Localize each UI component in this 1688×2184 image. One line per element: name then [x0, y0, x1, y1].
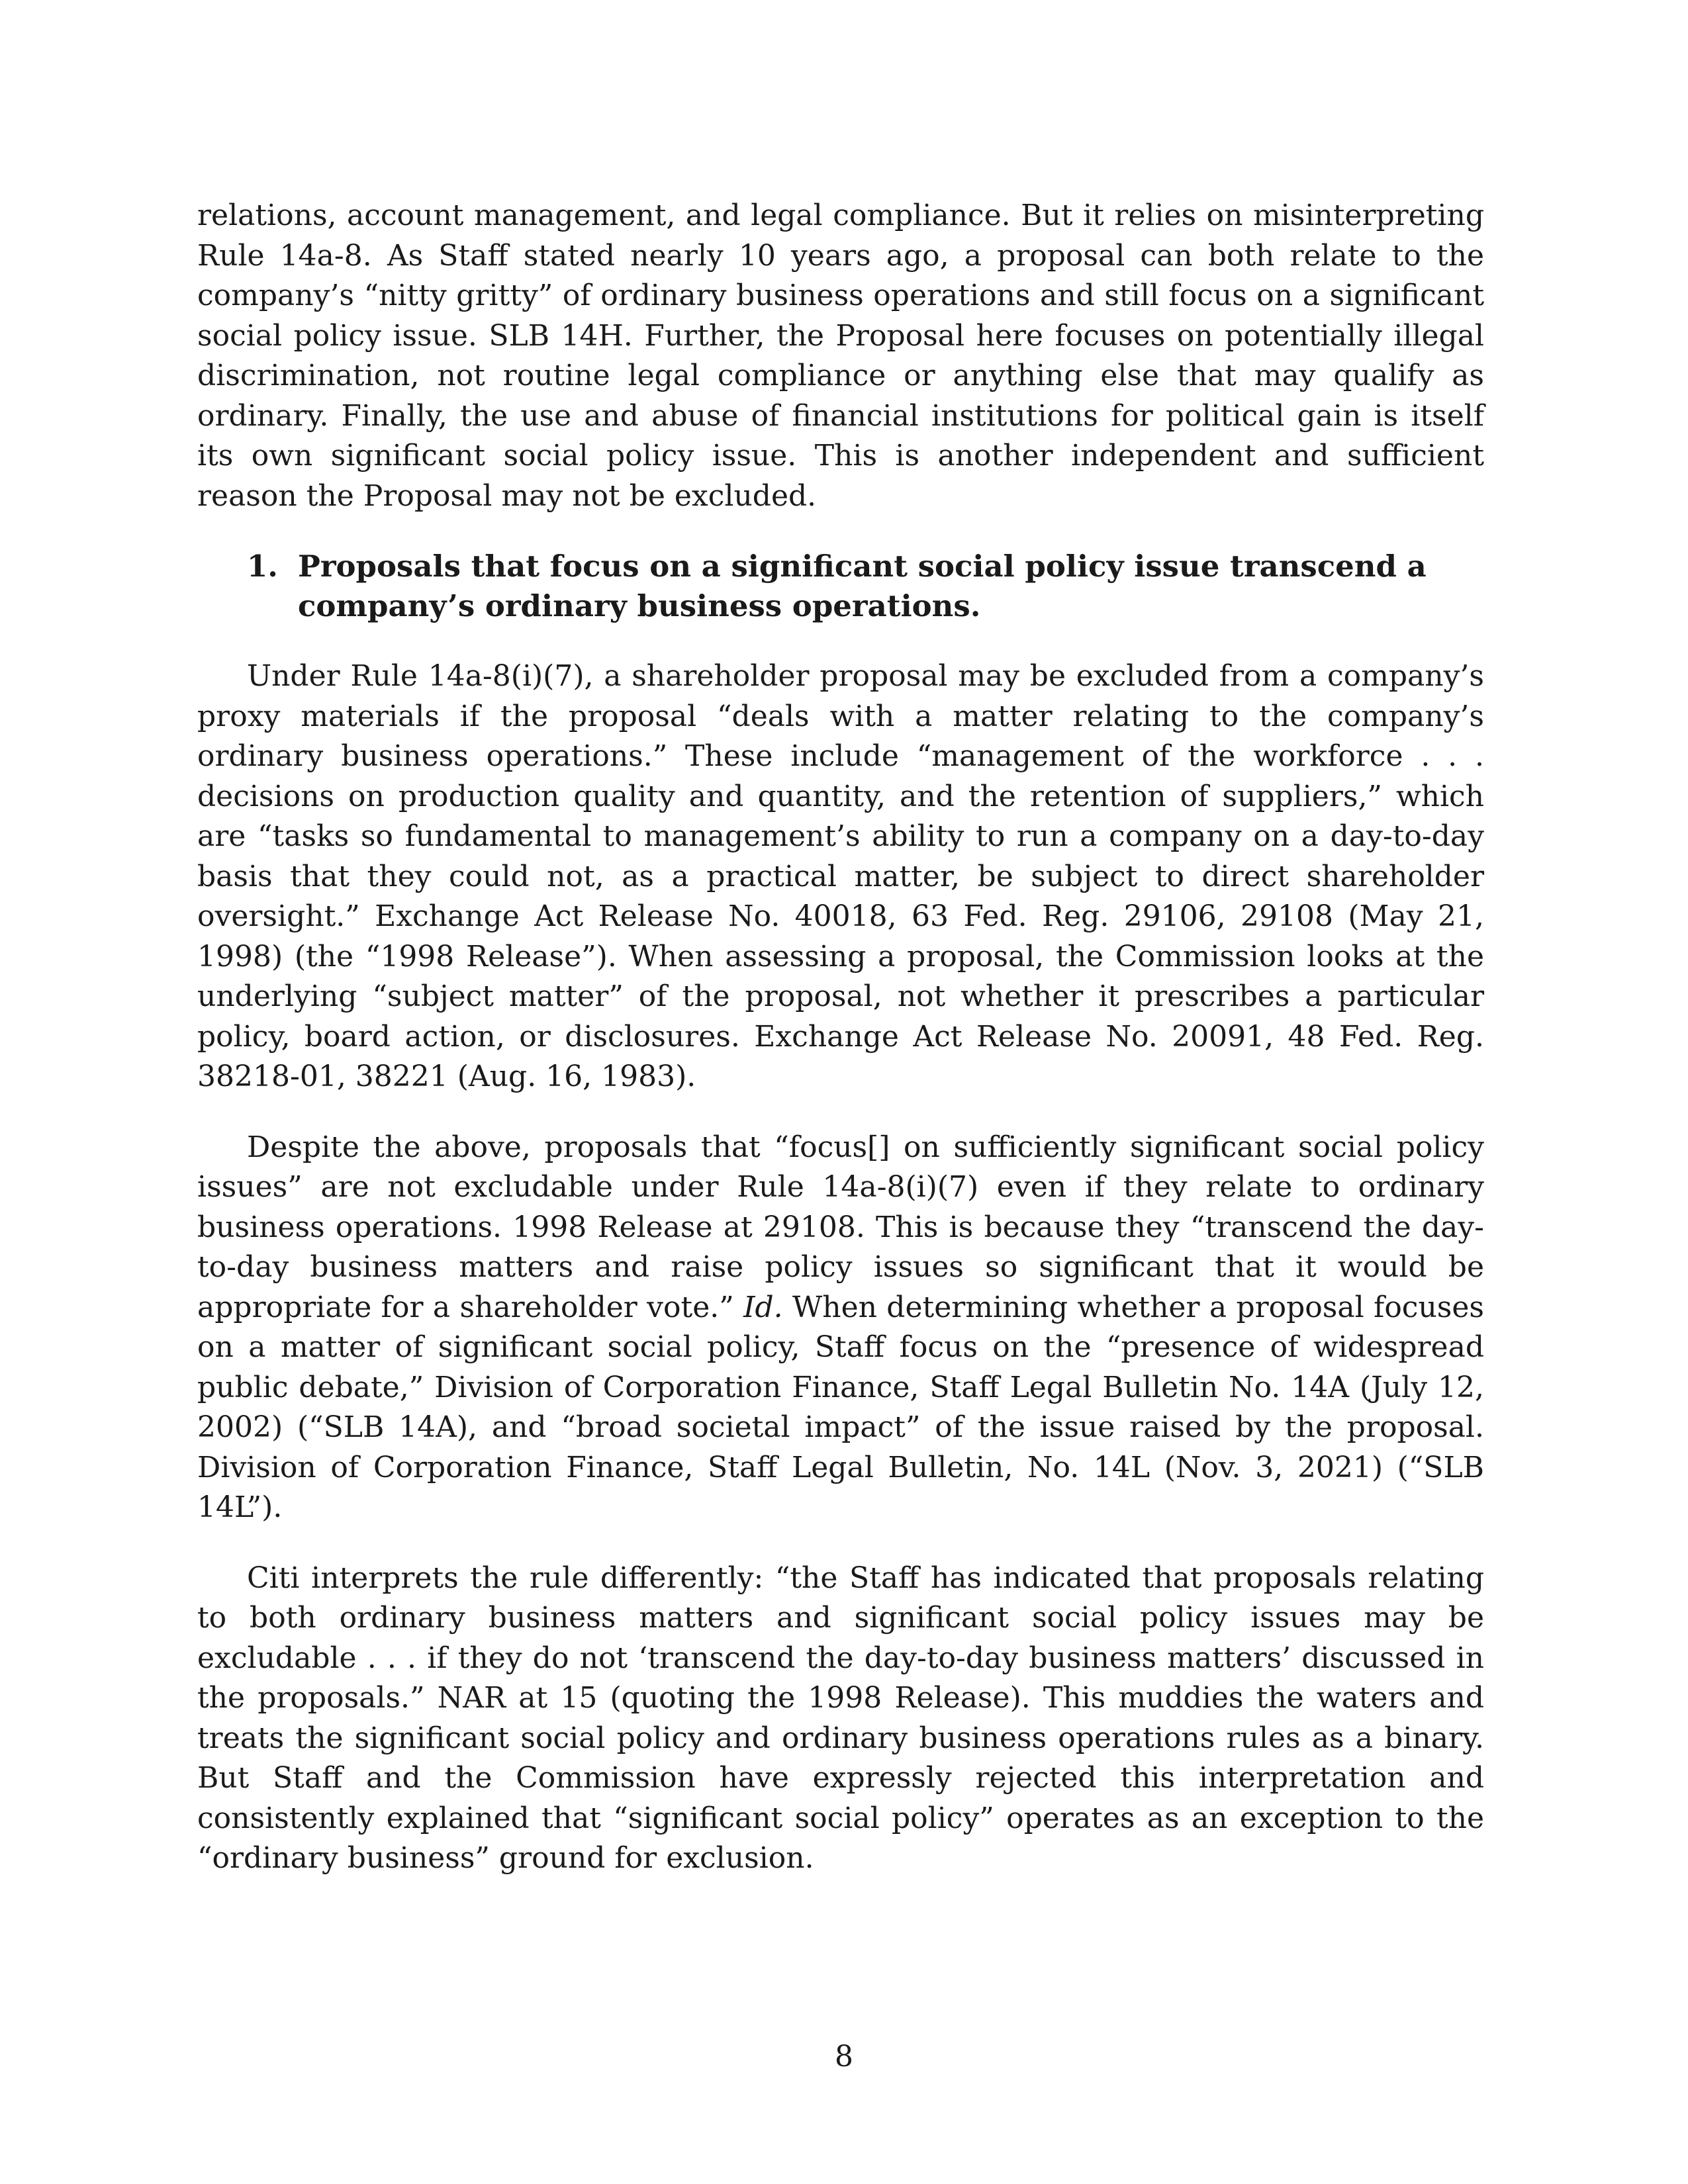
paragraph-significant-social-policy — [197, 1128, 1484, 1528]
section-heading-text: Proposals that focus on a significant social policy issue transcend a company’s ordinary business operations. — [298, 549, 1427, 623]
document-body — [197, 196, 1484, 1879]
paragraph-citi-interpretation: Citi interprets the rule differently: “the Staff has indicated that proposals relating to both ordinary business matters and significant social policy issues may be excludable . . . if they do not ‘transcend the day-to-day business matters’ discussed in the proposals.” NAR at 15 (quoting the 1998 Release). This muddies the waters and treats the significant social policy and ordinary business operations rules as a binary. But Staff and the Commission have expressly rejected this interpretation and consistently explained that “significant social policy” operates as an exception to the “ordinary business” ground for exclusion. — [197, 1561, 1484, 1875]
paragraph-text-part: When determining whether a proposal focuses on a matter of significant social policy, Staff focus on the “presence of widespread public debate,” Division of Corporation Finance, Staff Legal Bulletin No. 14A (July 12, 2002) (“SLB 14A), and “broad societal impact” of the issue raised by the proposal. Division of Corporation Finance, Staff Legal Bulletin, No. 14L (Nov. 3, 2021) (“SLB 14L”). — [197, 1290, 1484, 1524]
paragraph-continued: relations, account management, and legal compliance. But it relies on misinterpreting Rule 14a-8. As Staff stated nearly 10 years ago, a proposal can both relate to the company’s “nitty gritty” of ordinary business operations and still focus on a significant social policy issue. SLB 14H. Further, the Proposal here focuses on potentially illegal discrimination, not routine legal compliance or anything else that may qualify as ordinary. Finally, the use and abuse of financial institutions for political gain is itself its own significant social policy issue. This is another independent and sufficient reason the Proposal may not be excluded. — [197, 199, 1484, 513]
paragraph-text-part: Despite the above, proposals that “focus[] on sufficiently significant social policy issues” are not excludable under Rule 14a-8(i)(7) even if they relate to ordinary business operations. 1998 Release at 29108. This is because they “transcend the day-to-day business matters and raise policy issues so significant that it would be appropriate for a shareholder vote.” — [197, 1130, 1484, 1324]
section-heading-number: 1. — [247, 549, 278, 584]
section-heading — [197, 547, 1484, 626]
page-number: 8 — [835, 2040, 853, 2073]
citation-id: Id. — [743, 1290, 783, 1324]
paragraph-rule-14a-8: Under Rule 14a-8(i)(7), a shareholder proposal may be excluded from a company’s proxy materials if the proposal “deals with a matter relating to the company’s ordinary business operations.” These include “management of the workforce . . . decisions on production quality and quantity, and the retention of suppliers,” which are “tasks so fundamental to management’s ability to run a company on a day-to-day basis that they could not, as a practical matter, be subject to direct shareholder oversight.” Exchange Act Release No. 40018, 63 Fed. Reg. 29106, 29108 (May 21, 1998) (the “1998 Release”). When assessing a proposal, the Commission looks at the underlying “subject matter” of the proposal, not whether it prescribes a particular policy, board action, or disclosures. Exchange Act Release No. 20091, 48 Fed. Reg. 38218-01, 38221 (Aug. 16, 1983). — [197, 659, 1484, 1093]
